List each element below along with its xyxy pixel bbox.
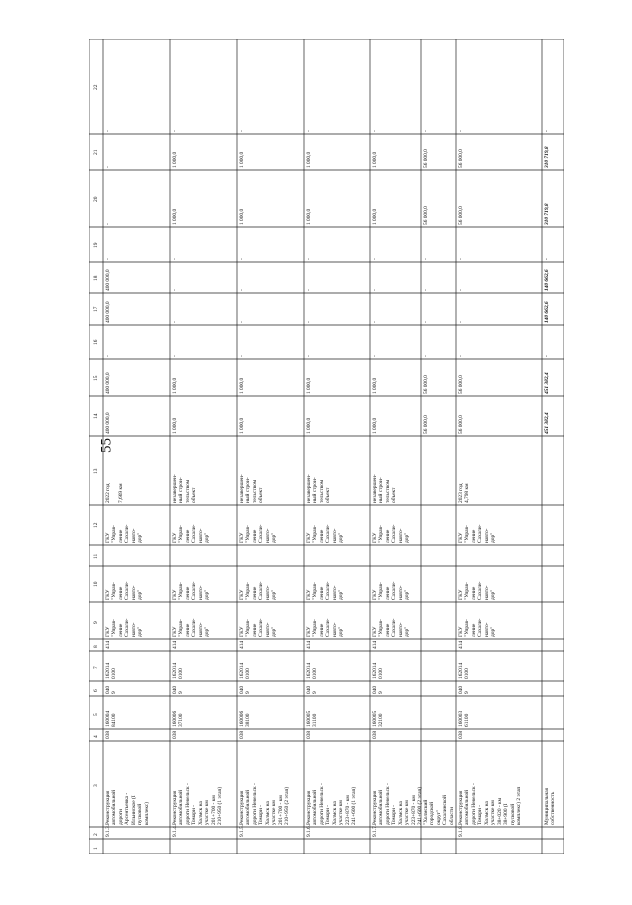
table-cell: 1 000,0 [306, 417, 312, 434]
table-cell: 400 000,0 [105, 301, 111, 323]
table-cell: - [372, 258, 378, 260]
table-cell: - [458, 258, 464, 260]
item-number: 9.1.8. [458, 824, 464, 837]
table-cell: 1 000,0 [372, 377, 378, 394]
table-cell: - [105, 223, 111, 225]
column-number: 3 [93, 784, 99, 787]
table-cell: - [306, 258, 312, 260]
item-number: 9.1.7. [372, 824, 378, 837]
table-cell: ГКУ "Управ- ление Сахали- навто- дор" [239, 524, 278, 543]
table-cell: ГКУ "Управ- ление Сахали- навто- дор" [458, 581, 497, 600]
table-cell: - [423, 130, 429, 132]
table-cell: 56 000,0 [458, 415, 464, 434]
table-cell: 1 000,0 [172, 151, 178, 168]
table-cell: - [458, 130, 464, 132]
table-cell: 310 719,8 [544, 203, 550, 225]
table-cell: - [239, 130, 245, 132]
table-cell: - [105, 258, 111, 260]
column-number: 9 [93, 620, 99, 624]
table-cell: 140 662,6 [544, 301, 550, 323]
table-cell: - [306, 355, 312, 357]
table-cell: 160003 61100 [458, 710, 471, 727]
table-cell: ГКУ "Управ- ление Сахали- навто- дор" [458, 618, 497, 637]
table-cell: 414 [239, 640, 245, 649]
table-cell: 1 000,0 [172, 377, 178, 394]
table-cell: ГКУ "Управ- ление Сахали- навто- дор" [306, 524, 345, 543]
column-number: 13 [93, 468, 99, 474]
table-cell: 162014 0100 [239, 662, 252, 679]
table-cell: 1 000,0 [239, 417, 245, 434]
table-cell: ГКУ "Управ- ление Сахали- навто- дор" [458, 524, 497, 543]
table-cell: - [105, 166, 111, 168]
table-cell: 56 000,0 [458, 206, 464, 225]
table-cell: 1 000,0 [306, 208, 312, 225]
table-cell: - [105, 130, 111, 132]
column-number: 6 [93, 688, 99, 692]
table-cell: 040 9 [172, 685, 185, 694]
table-cell: 040 9 [458, 685, 471, 694]
column-number: 12 [93, 522, 99, 528]
table-cell: 1 000,0 [239, 377, 245, 394]
table-cell: 400 000,0 [105, 412, 111, 434]
item-number: 9.1.5. [239, 824, 245, 837]
column-number: 4 [93, 735, 99, 738]
table-cell: - [239, 289, 245, 291]
table-cell: 56 000,0 [423, 206, 429, 225]
table-cell: 2023 год 4,798 км [458, 483, 471, 503]
table-cell: 414 [458, 640, 464, 649]
object-name: Реконструкция автомобильной дороги Невельск - Томари - Холмск на участке км 223+870 - км 241+600 (2 этап) [372, 783, 424, 825]
column-number: 21 [93, 149, 99, 155]
table-cell: 414 [105, 640, 111, 649]
table-cell: ГКУ "Управ- ление Сахали- навто- дор" [372, 524, 411, 543]
object-name: Реконструкция автомобильной дороги Невельск - Томари - Холмск на участке км 38+020 - км 38+900 (I пусковой комплекс) 2 этап [458, 783, 523, 825]
table-cell: 56 000,0 [458, 149, 464, 168]
table-cell: 040 9 [105, 685, 118, 694]
table-cell: - [458, 355, 464, 357]
column-number: 19 [93, 242, 99, 248]
table-cell: 1 000,0 [372, 417, 378, 434]
table-cell: 1 000,0 [172, 208, 178, 225]
table-cell: незавершен- ный строи- тельством объект [172, 474, 198, 503]
table-cell: 1 000,0 [306, 151, 312, 168]
object-name: Реконструкция автомобильной дороги Невельск - Томари - Холмск на участке км 223+870 - км 241+600 (1 этап) [306, 783, 358, 825]
column-number: 11 [93, 553, 99, 559]
table-cell: ГКУ "Управ- ление Сахали- навто- дор" [239, 618, 278, 637]
table-cell: 038 [172, 730, 178, 739]
table-cell: 56 000,0 [423, 415, 429, 434]
table-cell: ГКУ "Управ- ление Сахали- навто- дор" [239, 581, 278, 600]
table-cell: - [105, 355, 111, 357]
object-name: Реконструкция автомобильной дороги Невельск - Томари - Холмск на участке км 201+700 - км 210+950 (2 этап) [239, 783, 291, 825]
table-cell: - [172, 258, 178, 260]
table-cell: 162014 0100 [458, 662, 471, 679]
table-cell: 1 000,0 [172, 417, 178, 434]
page-number: 55 [98, 438, 115, 453]
table-cell: 1 000,0 [239, 151, 245, 168]
table-cell: 038 [105, 730, 111, 739]
data-table [89, 39, 564, 854]
table-cell: - [306, 130, 312, 132]
table-cell: - [423, 289, 429, 291]
table-cell: 310 719,8 [544, 146, 550, 168]
object-name: Реконструкция автомобильной дороги Невельск - Томари - Холмск на участке км 201+700 - км 210+950 (1 этап) [172, 783, 224, 825]
table-cell: незавершен- ный строи- тельством объект [239, 474, 265, 503]
table-cell: 160005 31100 [306, 710, 319, 727]
table-cell: - [172, 289, 178, 291]
table-cell: ГКУ "Управ- ление Сахали- навто- дор" [372, 581, 411, 600]
table-cell: 56 000,0 [458, 375, 464, 394]
table-cell: 040 9 [372, 685, 385, 694]
table-cell: ГКУ "Управ- ление Сахали- навто- дор" [105, 524, 144, 543]
object-name: Реконструкция автомобильной дороги Арсентьевка - Ильинское (I пусковой комплекс) [105, 789, 150, 825]
table-cell: 451 382,4 [544, 372, 550, 394]
column-number: 7 [93, 666, 99, 669]
table-cell: - [372, 289, 378, 291]
item-number: 9.1.3. [105, 824, 111, 837]
table-cell: ГКУ "Управ- ление Сахали- навто- дор" [105, 618, 144, 637]
table-cell: 1 000,0 [372, 208, 378, 225]
column-number: 16 [93, 339, 99, 345]
column-number: 2 [93, 833, 99, 836]
column-number: 10 [93, 581, 99, 587]
table-cell: 162014 0100 [172, 662, 185, 679]
table-cell: 414 [306, 640, 312, 649]
table-cell: ГКУ "Управ- ление Сахали- навто- дор" [172, 581, 211, 600]
table-cell: 040 9 [306, 685, 319, 694]
table-cell: ГКУ "Управ- ление Сахали- навто- дор" [172, 618, 211, 637]
table-cell: - [544, 355, 550, 357]
column-number: 5 [93, 712, 99, 716]
table-cell: 451 382,4 [544, 412, 550, 434]
object-name: Муниципальная собственность [544, 787, 557, 825]
table-cell: - [544, 130, 550, 132]
table-cell: 1 000,0 [306, 377, 312, 394]
table-cell: 160006 37100 [172, 710, 185, 727]
column-number: 15 [93, 375, 99, 381]
column-number: 18 [93, 275, 99, 281]
table-cell: 1 000,0 [372, 151, 378, 168]
table-cell: 162014 0100 [105, 662, 118, 679]
table-cell: - [239, 355, 245, 357]
table-cell: 038 [458, 730, 464, 739]
table-cell: 400 000,0 [105, 269, 111, 291]
table-cell: ГКУ "Управ- ление Сахали- навто- дор" [306, 581, 345, 600]
table-cell: - [372, 130, 378, 132]
table-cell: ГКУ "Управ- ление Сахали- навто- дор" [172, 524, 211, 543]
table-cell: 162014 0100 [306, 662, 319, 679]
table-cell: - [423, 355, 429, 357]
table-cell: 414 [172, 640, 178, 649]
table-cell: ГКУ "Управ- ление Сахали- навто- дор" [306, 618, 345, 637]
table-cell: - [544, 258, 550, 260]
table-cell: ГКУ "Управ- ление Сахали- навто- дор" [372, 618, 411, 637]
table-cell: 400 000,0 [105, 372, 111, 394]
column-number: 17 [93, 306, 99, 312]
table-cell: 040 9 [239, 685, 252, 694]
table-cell: 038 [306, 730, 312, 739]
table-cell: незавершен- ный строи- тельством объект [372, 474, 398, 503]
column-number: 20 [93, 196, 99, 202]
table-cell: 414 [372, 640, 378, 649]
column-number: 8 [93, 645, 99, 648]
column-number: 14 [93, 413, 99, 419]
table-cell: - [372, 355, 378, 357]
table-cell: - [372, 321, 378, 323]
table-cell: 56 000,0 [423, 375, 429, 394]
table-cell: 162014 0100 [372, 662, 385, 679]
item-number: 9.1.4. [172, 824, 178, 837]
column-number: 22 [93, 84, 99, 90]
table-cell: - [239, 321, 245, 323]
table-cell: - [458, 321, 464, 323]
table-cell: 140 662,6 [544, 269, 550, 291]
table-cell: 160006 38100 [239, 710, 252, 727]
item-number: 9.1.6. [306, 824, 312, 837]
table-cell: - [306, 289, 312, 291]
table-cell: - [423, 258, 429, 260]
table-cell: - [306, 321, 312, 323]
table-cell: 2022 год 7,669 км [105, 483, 124, 503]
table-cell: 038 [372, 730, 378, 739]
object-name: "Холмский городской округ" Сахалинской области [423, 795, 455, 825]
table-cell: - [239, 258, 245, 260]
table-cell: 56 000,0 [423, 149, 429, 168]
table-cell: - [458, 289, 464, 291]
table-cell: - [172, 130, 178, 132]
table-cell: - [172, 321, 178, 323]
table-cell: - [423, 321, 429, 323]
table-cell: 160004 84100 [105, 710, 118, 727]
table-cell: ГКУ "Управ- ление Сахали- навто- дор" [105, 581, 144, 600]
table-cell: 038 [239, 730, 245, 739]
table-cell: 1 000,0 [239, 208, 245, 225]
table-cell: незавершен- ный строи- тельством объект [306, 474, 332, 503]
table-cell: 160005 32100 [372, 710, 385, 727]
table-cell: - [172, 355, 178, 357]
column-number: 1 [93, 846, 99, 850]
